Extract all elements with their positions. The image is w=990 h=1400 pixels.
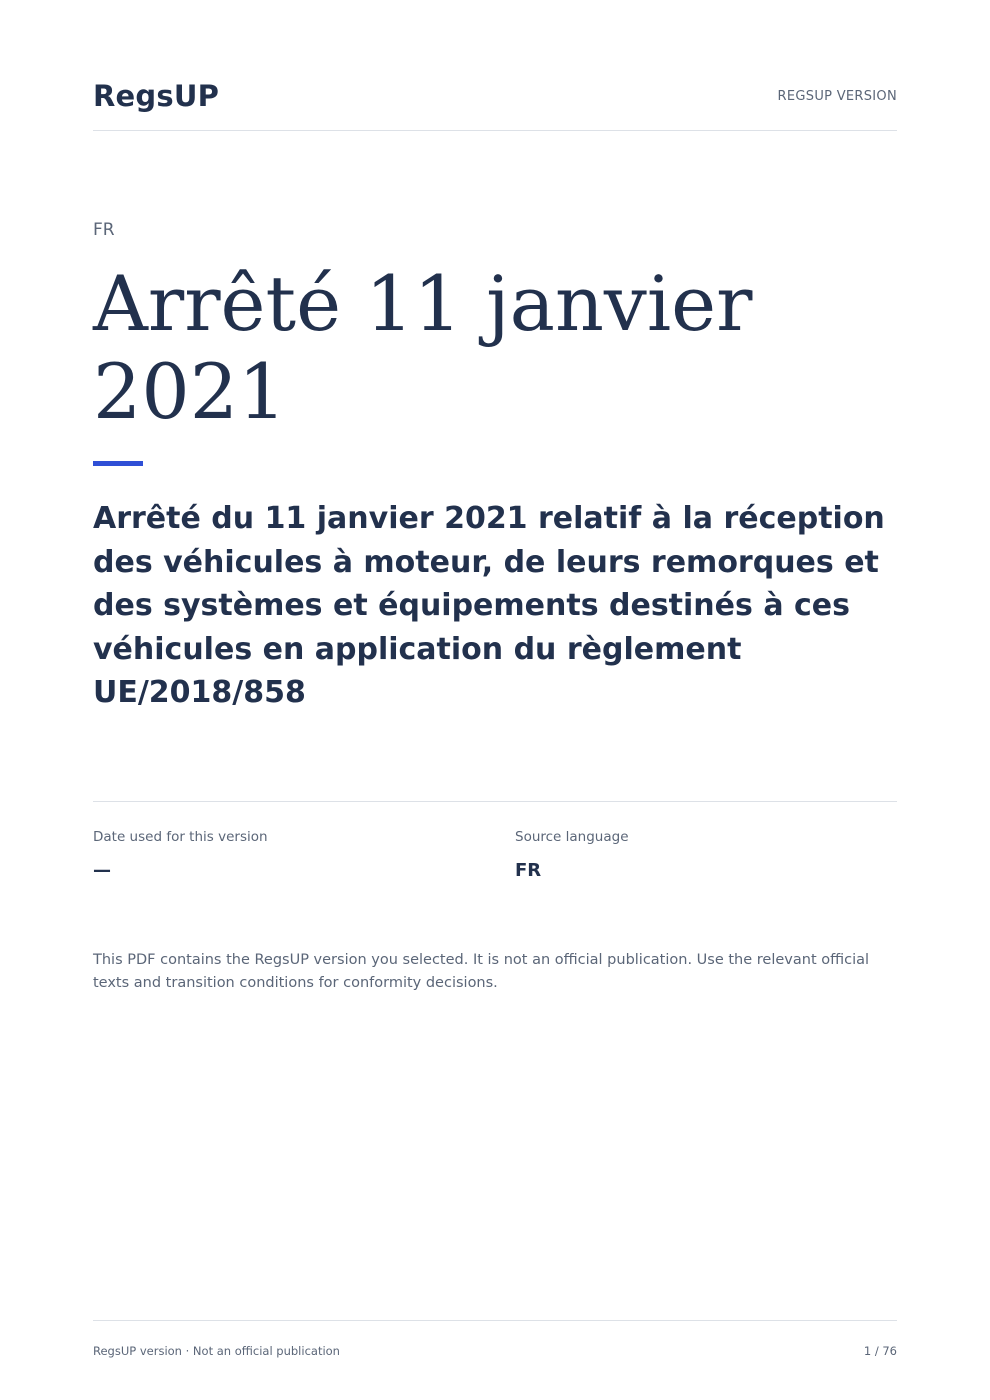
page-indicator: 1 / 76 — [863, 1344, 897, 1358]
page-title: Arrêté 11 janvier 2021 — [93, 259, 753, 436]
footer-note: RegsUP version · Not an official publication — [93, 1344, 340, 1358]
document-page — [93, 0, 897, 1400]
meta-date-label: Date used for this version — [93, 829, 268, 845]
meta-source-language-label: Source language — [515, 829, 629, 845]
meta-source-language — [515, 828, 629, 882]
accent-divider — [93, 461, 143, 466]
document-subtitle: Arrêté du 11 janvier 2021 relatif à la réception des véhicules à moteur, de leurs remorques et des systèmes et équipements destinés à ces véhicules en application du règlement UE/2018/858 — [93, 501, 885, 710]
page-header — [93, 78, 897, 131]
metadata-section — [93, 801, 897, 892]
version-tag: REGSUP VERSION — [777, 89, 897, 104]
document-language: FR — [93, 220, 115, 240]
page-footer — [93, 1320, 897, 1361]
meta-source-language-value: FR — [515, 860, 542, 881]
disclaimer-text: This PDF contains the RegsUP version you selected. It is not an official publication. Use the relevant official texts and transition conditions for conformity decisions. — [93, 952, 870, 991]
meta-date-value: — — [93, 860, 111, 881]
brand-logo-text: RegsUP — [93, 79, 220, 113]
meta-date — [93, 828, 268, 882]
